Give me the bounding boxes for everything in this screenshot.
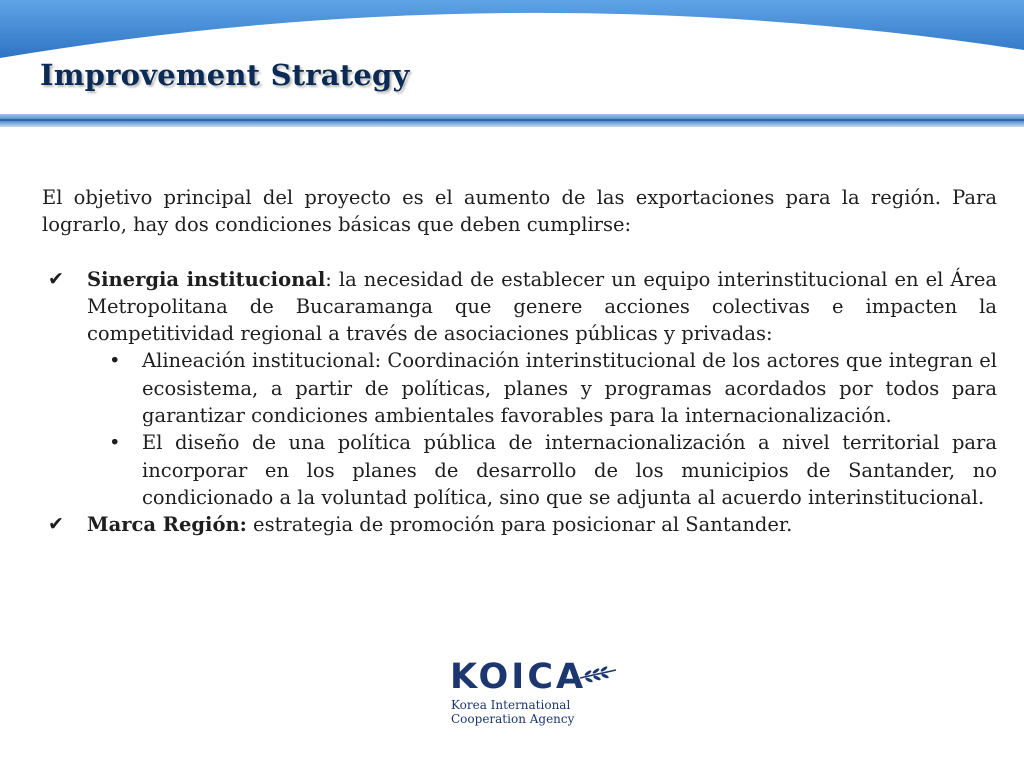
- logo-line-2: Cooperation Agency: [451, 712, 575, 726]
- bullet-dot-icon: •: [109, 349, 121, 373]
- koica-logo: [446, 654, 626, 730]
- logo-line-1: Korea International: [451, 698, 571, 712]
- condition-title: Sinergia institucional: [87, 267, 326, 291]
- condition-item: [42, 266, 997, 512]
- condition-item: [42, 511, 997, 538]
- checkmark-icon: ✔: [48, 513, 64, 536]
- intro-paragraph: El objetivo principal del proyecto es el aumento de las exportaciones para la región. Para lograrlo, hay dos condiciones básicas que deben cumplirse:: [42, 186, 997, 237]
- slide-body: [42, 184, 997, 539]
- sub-bullet-text: El diseño de una política pública de internacionalización a nivel territorial para incorporar en los planes de desarrollo de los municipios de Santander, no condicionado a la voluntad política, sino que se adjunta al acuerdo interinstitucional.: [142, 431, 997, 509]
- leaf-branch-icon: [578, 664, 618, 686]
- sub-bullet-item: [87, 429, 997, 511]
- page-title: Improvement Strategy: [40, 58, 410, 92]
- condition-title: Marca Región:: [87, 513, 247, 537]
- condition-list: [42, 266, 997, 539]
- logo-subtitle: [451, 698, 574, 726]
- sub-bullet-item: [87, 347, 997, 429]
- sub-bullet-text: Alineación institucional: Coordinación interinstitucional de los actores que integran el ecosistema, a partir de políticas, planes y programas acordados por todos para garantizar condiciones ambientales favorables para la internacionalización.: [142, 349, 997, 428]
- logo-wordmark: KOICA: [450, 657, 587, 697]
- sub-bullet-list: [87, 347, 997, 511]
- condition-text: estrategia de promoción para posicionar al Santander.: [246, 513, 793, 537]
- checkmark-icon: ✔: [48, 267, 64, 290]
- condition-text: : la necesidad de establecer un equipo interinstitucional en el Área Metropolitana de Bucaramanga que genere acciones colectivas e impacten la competitividad regional a través de asociaciones públicas y privadas:: [87, 267, 997, 346]
- bullet-dot-icon: •: [109, 431, 121, 455]
